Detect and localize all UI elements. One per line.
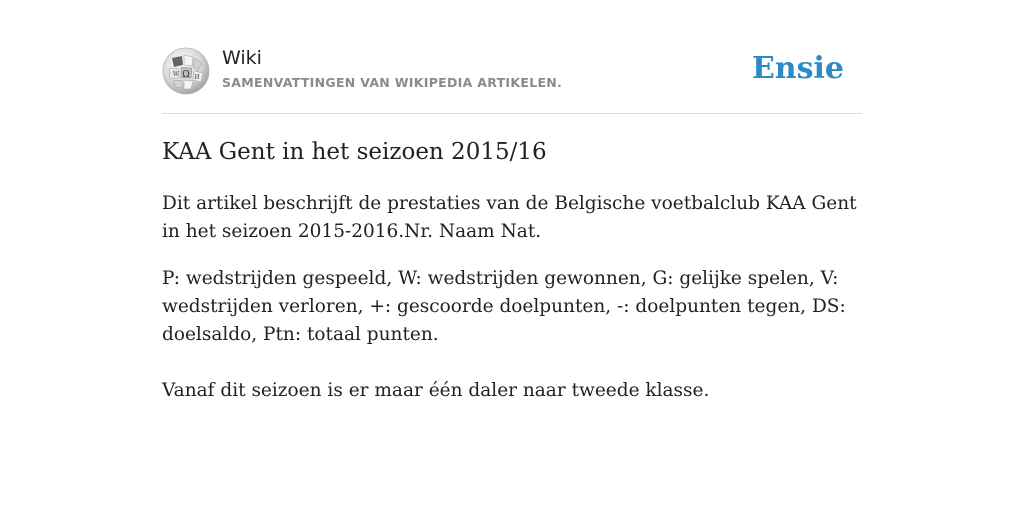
article-paragraph: P: wedstrijden gespeeld, W: wedstrijden gewonnen, G: gelijke spelen, V: wedstrijden verloren, +: gescoorde doelpunten, -: doelpunten tegen, DS: doelsaldo, Ptn: totaal punten. — [162, 268, 846, 345]
article-paragraph: Vanaf dit seizoen is er maar één daler naar tweede klasse. — [162, 380, 710, 401]
article-paragraph: Dit artikel beschrijft de prestaties van de Belgische voetbalclub KAA Gent in het seizoen 2015-2016.Nr. Naam Nat. — [162, 193, 857, 242]
article-body — [162, 190, 862, 424]
page — [162, 0, 862, 512]
header-divider — [162, 113, 862, 114]
site-tagline: SAMENVATTINGEN VAN WIKIPEDIA ARTIKELEN. — [222, 75, 563, 90]
site-header — [162, 45, 862, 97]
article-title: KAA Gent in het seizoen 2015/16 — [162, 139, 547, 165]
svg-text:И: И — [194, 74, 200, 81]
site-name[interactable]: Wiki — [222, 47, 262, 69]
svg-text:Ω: Ω — [182, 70, 190, 80]
wikipedia-globe-icon[interactable] — [162, 47, 210, 95]
brand-logo[interactable]: Ensie — [751, 51, 844, 86]
svg-text:W: W — [172, 71, 180, 78]
